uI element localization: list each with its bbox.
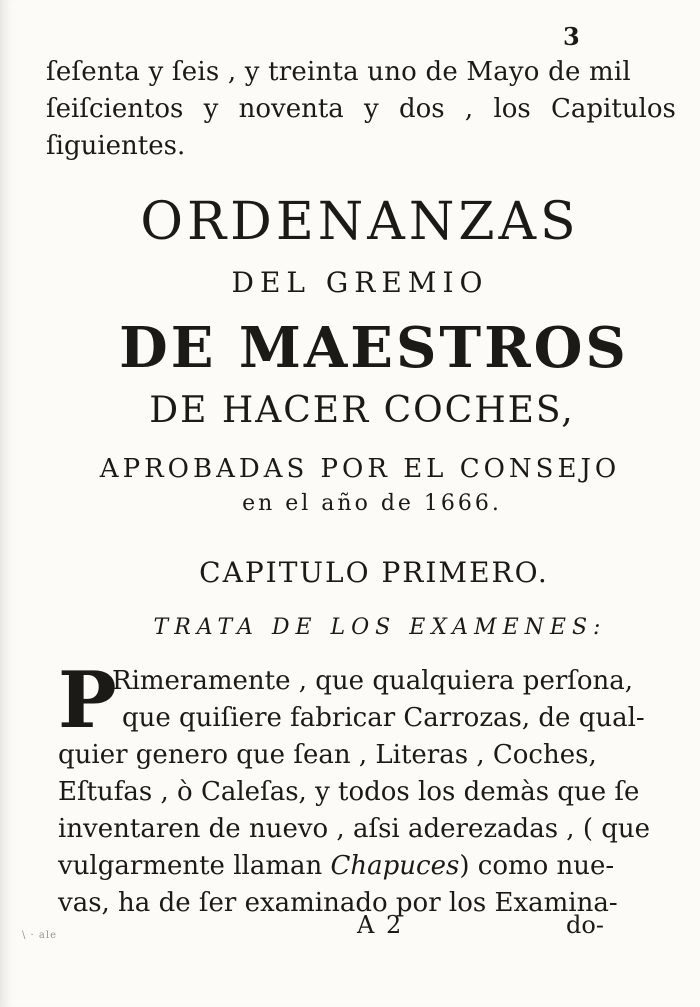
body-line-4: Eſtufas , ò Caleſas, y todos los demàs que ſe <box>58 777 640 807</box>
chapter-subtitle: TRATA DE LOS EXAMENES: <box>153 615 607 640</box>
title-de-hacer-coches: DE HACER COCHES, <box>149 390 575 431</box>
title-de-maestros: DE MAESTROS <box>119 315 629 381</box>
body-line-1: Rimeramente , que qualquiera perſona, <box>112 666 634 696</box>
page-number: 3 <box>563 22 580 51</box>
catchword: do- <box>566 911 604 939</box>
body-paragraph <box>58 655 651 922</box>
intro-line-3: ſiguientes. <box>46 131 186 161</box>
body-line-3: quier genero que ſean , Literas , Coches, <box>58 740 597 770</box>
body-line-2: que quiſiere fabricar Carrozas, de qual- <box>122 703 645 733</box>
intro-line-1: ſeſenta y ſeis , y treinta uno de Mayo de mil <box>46 57 631 87</box>
chapter-heading: CAPITULO PRIMERO. <box>199 556 549 589</box>
body-line-6 <box>58 848 642 885</box>
body-line-6-b: ) como nue- <box>459 851 615 881</box>
title-aprobadas: APROBADAS POR EL CONSEJO <box>99 454 621 484</box>
title-ordenanzas: ORDENANZAS <box>140 192 580 252</box>
margin-mark: \ · ale <box>22 930 57 941</box>
title-del-gremio: DEL GREMIO <box>231 266 489 299</box>
intro-paragraph <box>46 54 676 165</box>
body-line-6-a: vulgarmente llaman <box>58 851 323 881</box>
intro-line-2: ſeiſcientos y noventa y dos , los Capitulos <box>46 94 676 124</box>
signature-mark: A 2 <box>357 911 404 939</box>
body-line-6-italic: Chapuces <box>330 851 460 881</box>
drop-cap: P <box>58 655 117 746</box>
title-year: en el año de 1666. <box>242 491 502 516</box>
body-line-7: vas, ha de ſer examinado por los Examina- <box>58 888 618 918</box>
body-line-5: inventaren de nuevo , aſsi aderezadas , ( que <box>58 814 651 844</box>
